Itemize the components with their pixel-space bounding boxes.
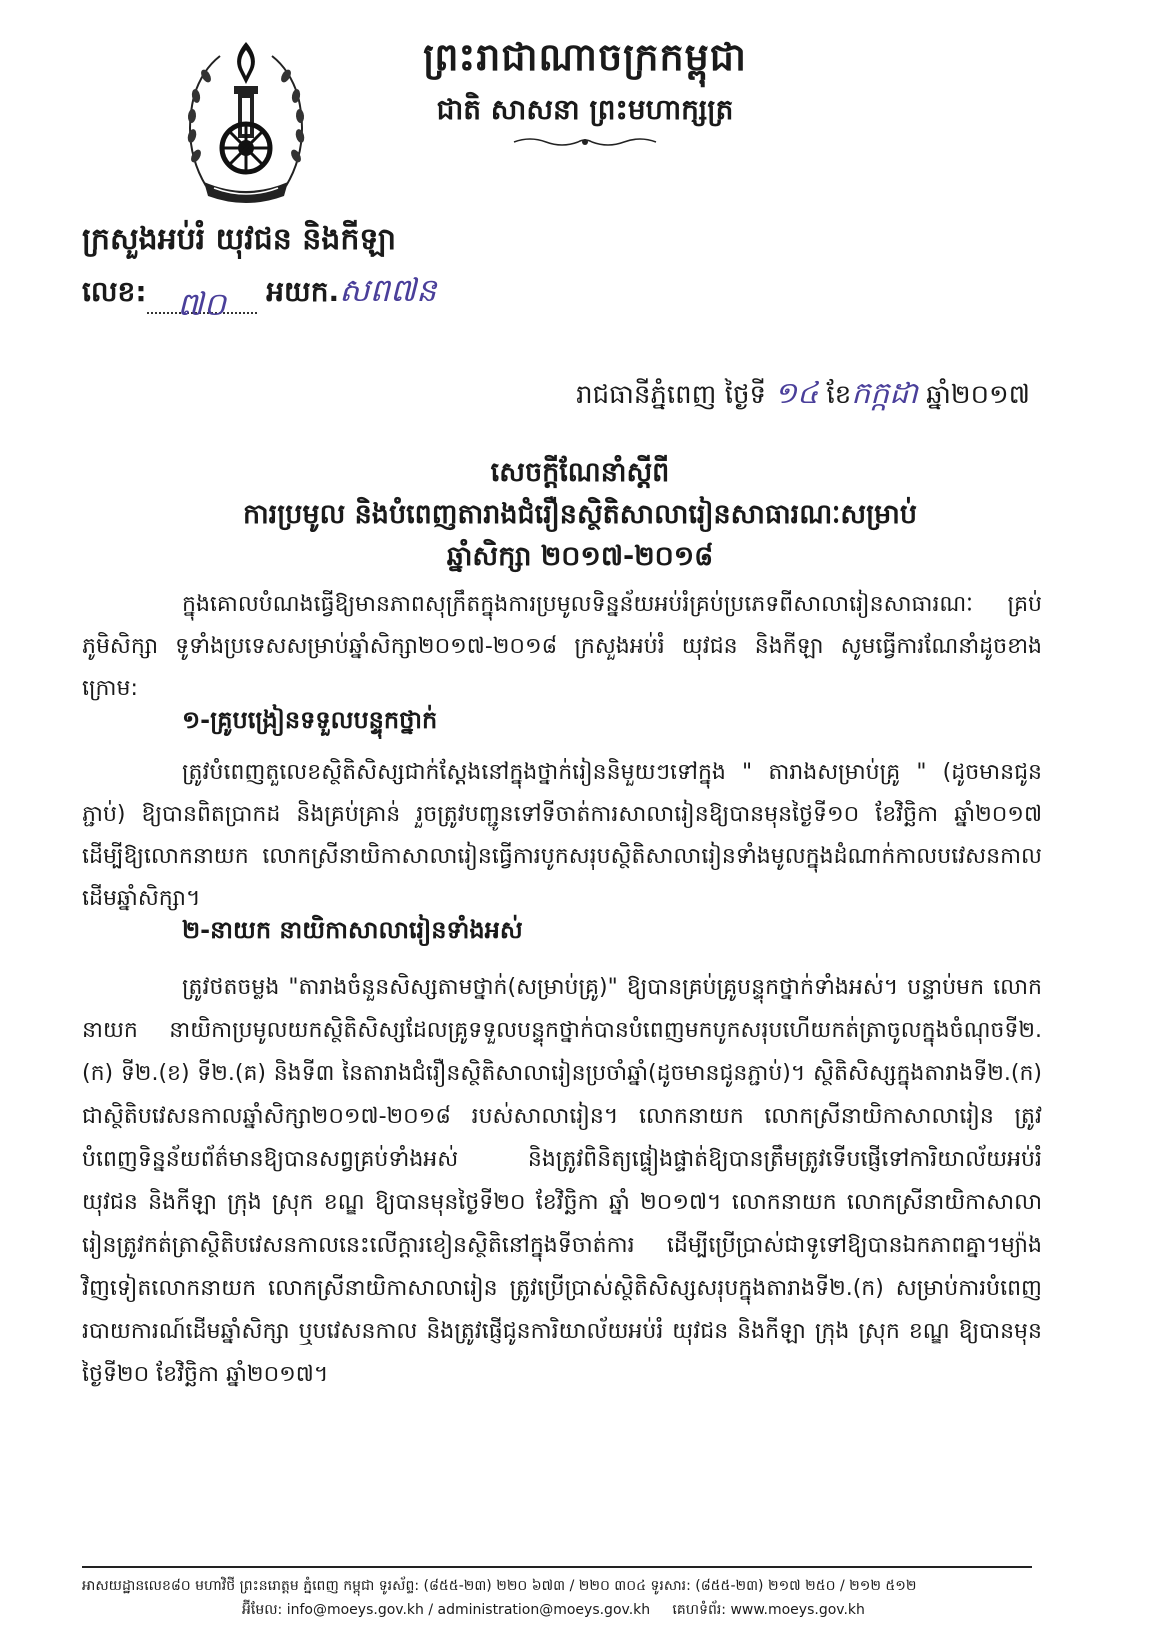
kingdom-title: ព្រះរាជាណាចក្រកម្ពុជា: [423, 35, 747, 79]
section-1-paragraph: ត្រូវបំពេញតួលេខស្ថិតិសិស្សជាក់ស្តែងនៅក្នុងថ្នាក់រៀននិមួយៗទៅក្នុង " តារាងសម្រាប់គ្រូ " (ដូចមានជូនភ្ជាប់) ឱ្យបានពិតប្រាកដ និងគ្រប់គ្រាន់ រួចត្រូវបញ្ជូនទៅទីចាត់ការសាលារៀនឱ្យបានមុនថ្ងៃទី១០ ខែវិច្ឆិកា ឆ្នាំ២០១៧ ដើម្បីឱ្យលោកនាយក លោកស្រីនាយិកាសាលារៀនធ្វើការបូកសរុបស្ថិតិសាលារៀនទាំងមូលក្នុងដំណាក់កាលបវេសនកាលដើមឆ្នាំសិក្សា។: [82, 760, 1042, 911]
ministry-name: ក្រសួងអប់រំ យុវជន និងកីឡា: [82, 222, 397, 257]
section-2-paragraph: ត្រូវថតចម្លង "តារាងចំនួនសិស្សតាមថ្នាក់(សម្រាប់គ្រូ)" ឱ្យបានគ្រប់គ្រូបន្ទុកថ្នាក់ទាំងអស់។ បន្ទាប់មក លោកនាយក នាយិកាប្រមូលយកស្ថិតិសិស្សដែលគ្រូទទួលបន្ទុកថ្នាក់បានបំពេញមកបូកសរុបហើយកត់ត្រាចូលក្នុងចំណុចទី២.(ក) ទី២.(ខ) ទី២.(គ) និងទី៣ នៃតារាងជំរឿនស្ថិតិសាលារៀនប្រចាំឆ្នាំ(ដូចមានជូនភ្ជាប់)។ ស្ថិតិសិស្សក្នុងតារាងទី២.(ក) ជាស្ថិតិបវេសនកាលឆ្នាំសិក្សា២០១៧-២០១៨ របស់សាលារៀន។ លោកនាយក លោកស្រីនាយិកាសាលារៀន ត្រូវបំពេញទិន្នន័យព័ត៌មានឱ្យបានសព្វគ្រប់ទាំងអស់ និងត្រូវពិនិត្យផ្ទៀងផ្ទាត់ឱ្យបានត្រឹមត្រូវទើបផ្ញើទៅការិយាល័យអប់រំ យុវជន និងកីឡា ក្រុង ស្រុក ខណ្ឌ ឱ្យបានមុនថ្ងៃទី២០ ខែវិច្ឆិកា ឆ្នាំ ២០១៧។ លោកនាយក លោកស្រីនាយិកាសាលារៀនត្រូវកត់ត្រាស្ថិតិបវេសនកាលនេះលើក្តារខៀនស្ថិតិនៅក្នុងទីចាត់ការ ដើម្បីប្រើប្រាស់ជាទូទៅឱ្យបានឯកភាពគ្នា។ម្យ៉ាងវិញទៀតលោកនាយក លោកស្រីនាយិកាសាលារៀន ត្រូវប្រើប្រាស់ស្ថិតិសិស្សសរុបក្នុងតារាងទី២.(ក) សម្រាប់ការបំពេញរបាយការណ៍ដើមឆ្នាំសិក្សា ឬបវេសនកាល និងត្រូវផ្ញើជូនការិយាល័យអប់រំ យុវជន និងកីឡា ក្រុង ស្រុក ខណ្ឌ ឱ្យបានមុនថ្ងៃទី២០ ខែវិច្ឆិកា ឆ្នាំ២០១៧។: [82, 975, 1042, 1387]
footer-website-label: គេហទំព័រ:: [672, 1602, 726, 1618]
kingdom-header: [395, 30, 775, 150]
date-month: កក្កដា: [851, 376, 918, 411]
national-motto: ជាតិ សាសនា ព្រះមហាក្សត្រ: [436, 93, 734, 126]
footer-email-label: អ៊ីមែល:: [242, 1602, 283, 1618]
reference-suffix-label: អយក.: [266, 275, 340, 308]
footer-emails[interactable]: info@moeys.gov.kh / administration@moeys.gov.kh: [286, 1602, 651, 1618]
footer-contacts: [242, 1598, 1042, 1622]
title-line-3: ឆ្នាំសិក្សា ២០១៧-២០១៨: [446, 541, 714, 572]
date-year: ឆ្នាំ២០១៧: [926, 380, 1030, 410]
date-month-label: ខែ: [826, 380, 852, 410]
date-day: ១៤: [774, 376, 819, 411]
date-city: រាជធានីភ្នំពេញ ថ្ងៃទី: [576, 380, 766, 410]
ornament-divider-icon: [510, 134, 660, 150]
title-line-1: សេចក្តីណែនាំស្តីពី: [490, 457, 670, 488]
reference-suffix-value: សព៧ន: [339, 271, 437, 309]
date-line: [576, 372, 1030, 417]
document-title: [140, 452, 1020, 578]
title-line-2: ការប្រមូល និងបំពេញតារាងជំរឿនស្ថិតិសាលារៀនសាធារណៈសម្រាប់: [242, 499, 918, 530]
ministry-emblem-seal: [176, 36, 316, 208]
reference-number-field: [147, 282, 257, 323]
intro-paragraph: ក្នុងគោលបំណងធ្វើឱ្យមានភាពសុក្រឹតក្នុងការប្រមូលទិន្នន័យអប់រំគ្រប់ប្រភេទពីសាលារៀនសាធារណៈ គ្រប់ភូមិសិក្សា ទូទាំងប្រទេសសម្រាប់ឆ្នាំសិក្សា២០១៧-២០១៨ ក្រសួងអប់រំ យុវជន និងកីឡា សូមធ្វើការណែនាំដូចខាងក្រោម:: [82, 592, 1042, 701]
ministry-emblem: [176, 36, 316, 208]
section-1-title: ១-គ្រូបង្រៀនទទួលបន្ទុកថ្នាក់: [182, 706, 438, 734]
footer-divider: [82, 1566, 1032, 1568]
section-2-title: ២-នាយក នាយិកាសាលារៀនទាំងអស់: [182, 916, 523, 944]
footer-address: អាសយដ្ឋានលេខ៨០ មហាវិថី ព្រះនរោត្តម ភ្នំពេញ កម្ពុជា ទូរស័ព្ទ: (៨៥៥-២៣) ២២០ ៦៧៣ / ២២០ ៣០៤ ទូរសារ: (៨៥៥-២៣) ២១៧ ២៥០ / ២១២ ៥១២: [82, 1578, 917, 1594]
reference-number: ៧០: [177, 285, 226, 323]
footer-website[interactable]: www.moeys.gov.kh: [730, 1602, 865, 1618]
footer: [82, 1574, 1042, 1622]
reference-label: លេខ:: [82, 275, 147, 308]
reference-line: [82, 268, 437, 323]
